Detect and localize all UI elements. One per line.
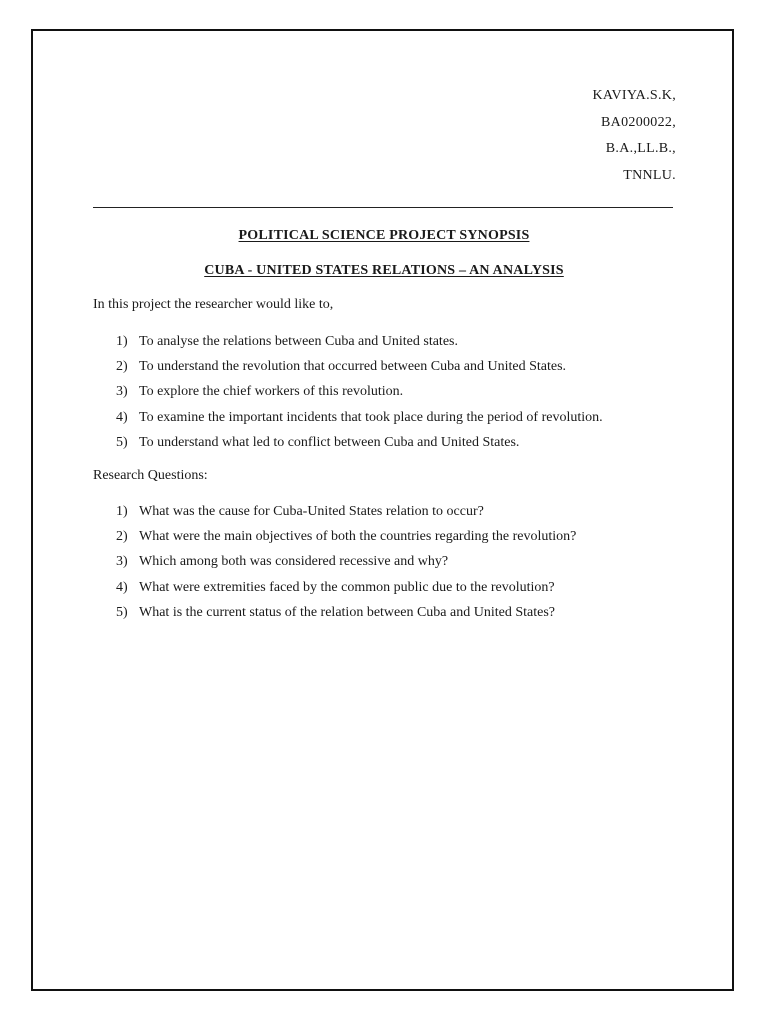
list-item xyxy=(116,553,576,578)
author-roll-number: BA0200022, xyxy=(601,114,676,130)
document-title: POLITICAL SCIENCE PROJECT SYNOPSIS xyxy=(238,228,530,243)
list-item-text: What were extremities faced by the common public due to the revolution? xyxy=(139,579,555,595)
list-item-number: 2) xyxy=(116,529,128,545)
list-item xyxy=(116,503,576,528)
list-item-text: What is the current status of the relation between Cuba and United States? xyxy=(139,604,555,620)
author-degree: B.A.,LL.B., xyxy=(605,141,676,156)
horizontal-divider xyxy=(93,207,673,208)
objectives-list xyxy=(116,333,603,459)
list-item-text: What was the cause for Cuba-United States relation to occur? xyxy=(139,504,484,519)
list-item xyxy=(116,604,576,629)
research-questions-heading: Research Questions: xyxy=(93,468,208,483)
list-item xyxy=(116,383,603,408)
research-questions-list xyxy=(116,503,576,629)
list-item-number: 3) xyxy=(116,384,128,400)
list-item-text: To analyse the relations between Cuba and United states. xyxy=(139,334,458,349)
list-item-number: 4) xyxy=(116,579,128,595)
list-item-number: 1) xyxy=(116,504,128,519)
author-name: KAVIYA.S.K, xyxy=(592,88,676,103)
list-item xyxy=(116,333,603,358)
list-item xyxy=(116,528,576,553)
author-university: TNNLU. xyxy=(623,167,676,183)
list-item-text: To understand the revolution that occurred between Cuba and United States. xyxy=(139,359,567,375)
list-item-number: 5) xyxy=(116,434,128,450)
list-item-text: What were the main objectives of both the countries regarding the revolution? xyxy=(139,529,577,545)
list-item-text: To examine the important incidents that took place during the period of revolution. xyxy=(139,409,603,425)
list-item xyxy=(116,579,576,604)
list-item-number: 1) xyxy=(116,334,128,349)
author-block xyxy=(592,86,676,192)
list-item-text: To explore the chief workers of this revolution. xyxy=(139,384,404,400)
list-item xyxy=(116,434,603,459)
list-item-number: 2) xyxy=(116,359,128,375)
list-item-number: 3) xyxy=(116,554,128,570)
list-item-number: 4) xyxy=(116,409,128,425)
list-item-number: 5) xyxy=(116,604,128,620)
list-item-text: Which among both was considered recessive and why? xyxy=(139,554,449,570)
list-item xyxy=(116,409,603,434)
document-subtitle: CUBA - UNITED STATES RELATIONS – AN ANALYSIS xyxy=(204,263,564,278)
intro-paragraph: In this project the researcher would like to, xyxy=(93,297,334,312)
list-item-text: To understand what led to conflict between Cuba and United States. xyxy=(139,434,520,450)
list-item xyxy=(116,358,603,383)
